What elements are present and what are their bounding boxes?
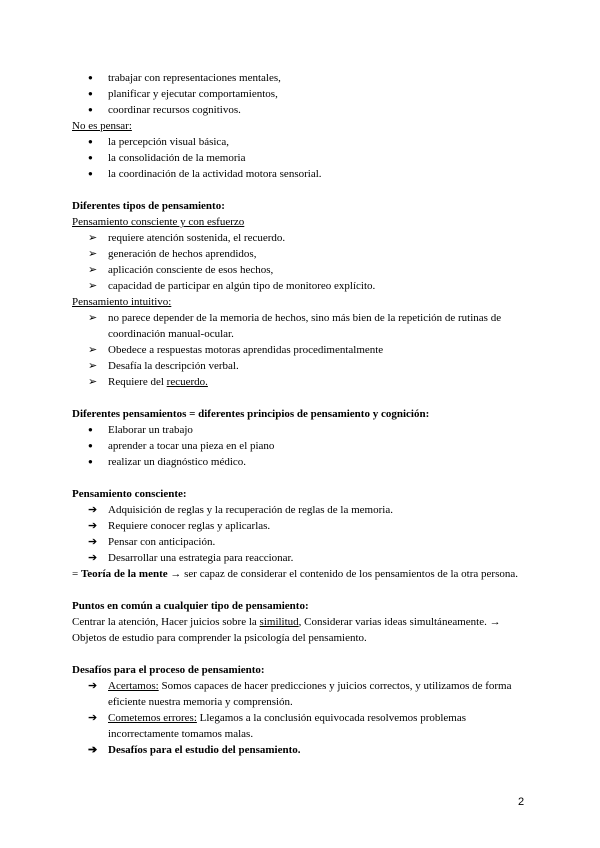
intuitivo-list	[72, 310, 532, 390]
pensamiento-consciente-list	[72, 502, 532, 566]
list-item: ➔ Pensar con anticipación.	[72, 534, 532, 550]
desafios-heading: Desafíos para el proceso de pensamiento:	[72, 664, 265, 676]
puntos-paragraph	[72, 614, 532, 646]
no-es-pensar-heading: No es pensar:	[72, 120, 132, 132]
list-item: ➢ capacidad de participar en algún tipo de monitoreo explícito.	[72, 278, 532, 294]
underlined-term: recuerdo.	[166, 376, 208, 388]
cometemos-errores-text: Llegamos a la conclusión equivocada resolvemos problemas incorrectamente tomamos malas.	[108, 712, 467, 740]
consciente-esfuerzo-heading: Pensamiento consciente y con esfuerzo	[72, 216, 245, 228]
teoria-term: Teoría de la mente	[80, 568, 168, 580]
acertamos-text: Somos capaces de hacer predicciones y juicios correctos, y utilizamos de forma eficiente nuestra memoria y comprensión.	[108, 680, 512, 708]
list-item: ➔ Desarrollar una estrategia para reaccionar.	[72, 550, 532, 566]
list-item-text: Requiere del	[108, 376, 167, 388]
list-item: ● coordinar recursos cognitivos.	[72, 102, 532, 118]
cometemos-errores-label: Cometemos errores:	[108, 712, 197, 724]
intuitivo-heading: Pensamiento intuitivo:	[72, 296, 172, 308]
teoria-text: → ser capaz de considerar el contenido de los pensamientos de la otra persona.	[167, 568, 518, 580]
page-number: 2	[518, 796, 525, 808]
list-item: ➔ Requiere conocer reglas y aplicarlas.	[72, 518, 532, 534]
list-item: ➔ Desafíos para el estudio del pensamiento.	[72, 742, 532, 758]
tipos-heading: Diferentes tipos de pensamiento:	[72, 200, 225, 212]
list-item: ➢ no parece depender de la memoria de hechos, sino más bien de la repetición de rutinas de coordinación manual-ocular.	[72, 310, 532, 342]
list-item: ● realizar un diagnóstico médico.	[72, 454, 532, 470]
list-item: ➔ Adquisición de reglas y la recuperación de reglas de la memoria.	[72, 502, 532, 518]
list-item: ● Elaborar un trabajo	[72, 422, 532, 438]
list-item: ● la percepción visual básica,	[72, 134, 532, 150]
list-item: ➢ Desafía la descripción verbal.	[72, 358, 532, 374]
acertamos-label: Acertamos:	[108, 680, 159, 692]
list-item: ➢ requiere atención sostenida, el recuerdo.	[72, 230, 532, 246]
puntos-heading: Puntos en común a cualquier tipo de pensamiento:	[72, 600, 309, 612]
list-item: ➢ Obedece a respuestas motoras aprendidas procedimentalmente	[72, 342, 532, 358]
page-content	[72, 70, 532, 758]
list-item: ● trabajar con representaciones mentales,	[72, 70, 532, 86]
teoria-de-la-mente-paragraph	[72, 566, 532, 582]
puntos-text: Centrar la atención, Hacer juicios sobre la	[72, 616, 260, 628]
principios-list	[72, 422, 532, 470]
consciente-esfuerzo-list	[72, 230, 532, 294]
no-es-pensar-list	[72, 134, 532, 182]
list-item	[72, 374, 532, 390]
teoria-prefix: =	[72, 568, 81, 580]
list-item: ● aprender a tocar una pieza en el piano	[72, 438, 532, 454]
intro-bullet-list	[72, 70, 532, 118]
puntos-text-rest: , Considerar varias ideas simultáneamente. → Objetos de estudio para comprender la psicología del pensamiento.	[72, 616, 501, 644]
list-item: ● la consolidación de la memoria	[72, 150, 532, 166]
list-item: ● la coordinación de la actividad motora sensorial.	[72, 166, 532, 182]
list-item	[72, 710, 532, 742]
principios-heading: Diferentes pensamientos = diferentes principios de pensamiento y cognición:	[72, 408, 430, 420]
desafios-list	[72, 678, 532, 758]
underlined-term: similitud	[259, 616, 299, 628]
list-item	[72, 678, 532, 710]
list-item: ● planificar y ejecutar comportamientos,	[72, 86, 532, 102]
pensamiento-consciente-heading: Pensamiento consciente:	[72, 488, 187, 500]
list-item: ➢ aplicación consciente de esos hechos,	[72, 262, 532, 278]
list-item: ➢ generación de hechos aprendidos,	[72, 246, 532, 262]
